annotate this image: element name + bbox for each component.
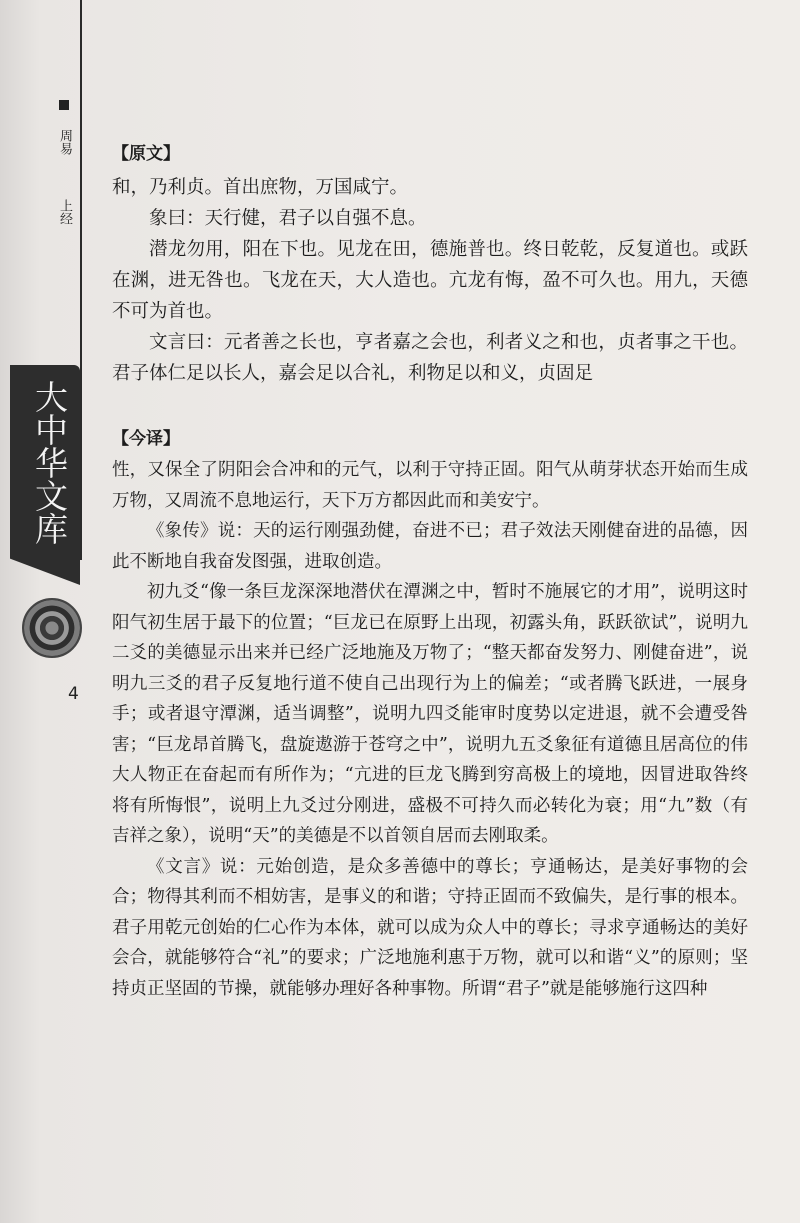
series-title: 大中华文库 xyxy=(30,380,69,545)
seal-emblem-icon xyxy=(22,598,82,658)
original-paragraph: 潜龙勿用，阳在下也。见龙在田，德施普也。终日乾乾，反复道也。或跃在渊，进无咎也。飞龙在天，大人造也。亢龙有悔，盈不可久也。用九，天德不可为首也。 xyxy=(112,239,748,322)
page-number: 4 xyxy=(68,684,79,704)
running-head-part: 上经 xyxy=(57,199,72,225)
main-text xyxy=(112,140,748,1004)
original-paragraph: 和，乃利贞。首出庶物，万国咸宁。 xyxy=(112,177,409,198)
translation-heading: 【今译】 xyxy=(112,429,180,449)
square-marker-icon xyxy=(59,100,69,110)
running-head xyxy=(52,100,72,225)
original-text-section xyxy=(112,140,748,389)
translation-paragraph: 性，又保全了阴阳会合冲和的元气，以利于守持正固。阳气从萌芽状态开始而生成万物，又周流不息地运行，天下万方都因此而和美安宁。 xyxy=(112,460,748,511)
running-head-book: 周易 xyxy=(57,129,72,155)
original-heading: 【原文】 xyxy=(112,144,180,164)
translation-section xyxy=(112,425,748,1004)
original-paragraph: 象曰：天行健，君子以自强不息。 xyxy=(149,208,427,229)
translation-paragraph: 《象传》说：天的运行刚强劲健，奋进不已；君子效法天刚健奋进的品德，因此不断地自我奋发图强，进取创造。 xyxy=(112,521,748,572)
margin-rule xyxy=(80,0,82,560)
translation-paragraph: 初九爻“像一条巨龙深深地潜伏在潭渊之中，暂时不施展它的才用”，说明这时阳气初生居于最下的位置；“巨龙已在原野上出现，初露头角，跃跃欲试”，说明九二爻的美德显示出来并已经广泛地施及万物了；“整天都奋发努力、刚健奋进”，说明九三爻的君子反复地行道不使自己出现行为上的偏差；“或者腾飞跃进，一展身手；或者退守潭渊，适当调整”，说明九四爻能审时度势以定进退，就不会遭受咎害；“巨龙昂首腾飞，盘旋遨游于苍穹之中”，说明九五爻象征有道德且居高位的伟大人物正在奋起而有所作为；“亢进的巨龙飞腾到穷高极上的境地，因冒进取咎终将有所悔恨”，说明上九爻过分刚进，盛极不可持久而必转化为衰；用“九”数（有吉祥之象），说明“天”的美德是不以首领自居而去刚取柔。 xyxy=(112,582,748,846)
translation-paragraph: 《文言》说：元始创造，是众多善德中的尊长；亨通畅达，是美好事物的会合；物得其利而不相妨害，是事义的和谐；守持正固而不致偏失，是行事的根本。君子用乾元创始的仁心作为本体，就可以成为众人中的尊长；寻求亨通畅达的美好会合，就能够符合“礼”的要求；广泛地施利惠于万物，就可以和谐“义”的原则；坚持贞正坚固的节操，就能够办理好各种事物。所谓“君子”就是能够施行这四种 xyxy=(112,856,748,999)
original-paragraph: 文言曰：元者善之长也，亨者嘉之会也，利者义之和也，贞者事之干也。君子体仁足以长人，嘉会足以合礼，利物足以和义，贞固足 xyxy=(112,332,748,384)
